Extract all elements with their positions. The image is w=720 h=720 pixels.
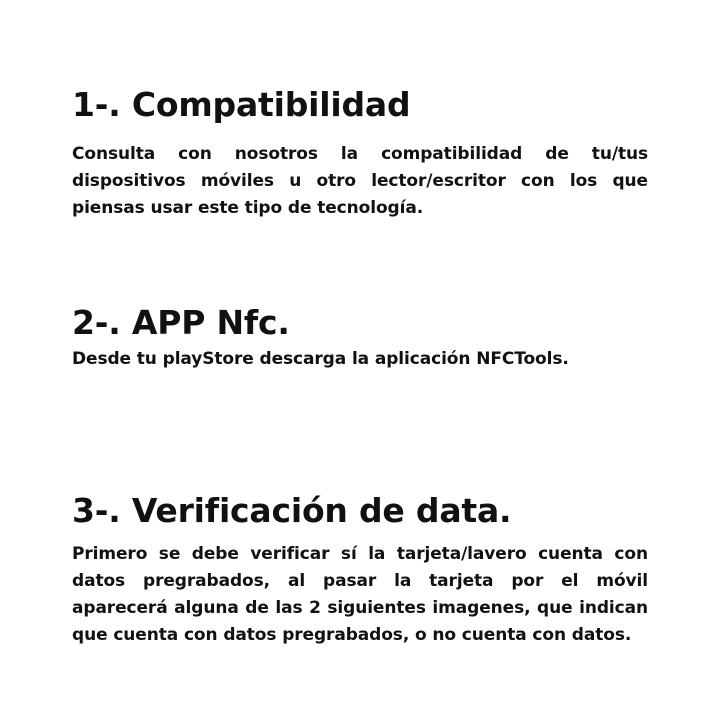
section-heading: 1-. Compatibilidad (72, 85, 411, 124)
section-heading: 3-. Verificación de data. (72, 491, 512, 530)
section-app-nfc (72, 303, 648, 373)
section-compatibilidad (72, 85, 648, 222)
section-body: Primero se debe verificar sí la tarjeta/lavero cuenta con datos pregrabados, al pasar la tarjeta por el móvil aparecerá alguna de las 2 siguientes imagenes, que indican que cuenta con datos pregrabados, o no cuenta con datos. (72, 544, 648, 645)
section-verificacion (72, 491, 648, 649)
section-body: Consulta con nosotros la compatibilidad de tu/tus dispositivos móviles u otro lector/escritor con los que piensas usar este tipo de tecnología. (72, 144, 648, 218)
section-heading: 2-. APP Nfc. (72, 303, 290, 342)
section-body: Desde tu playStore descarga la aplicación NFCTools. (72, 349, 569, 369)
